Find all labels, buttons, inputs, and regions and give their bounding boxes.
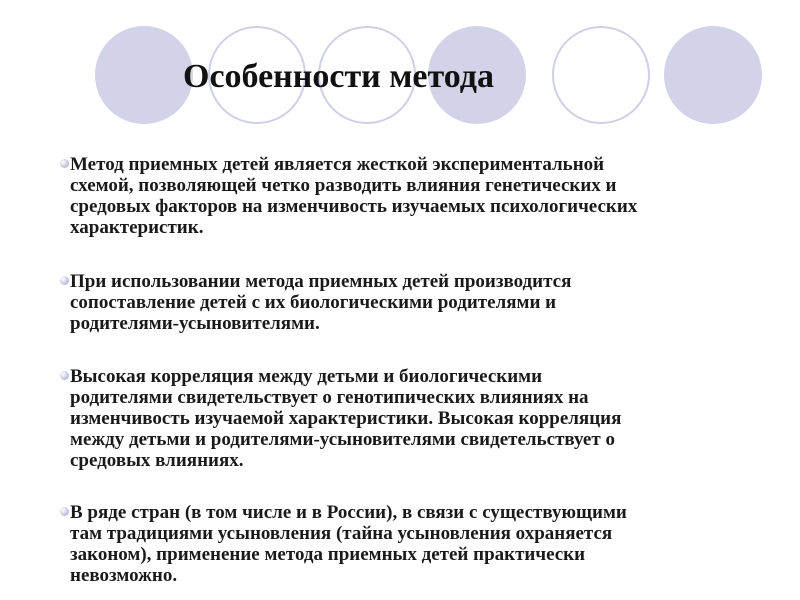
- slide-title: Особенности метода: [183, 58, 494, 95]
- bullet-text: Высокая корреляция между детьми и биологическими родителями свидетельствует о генотипических влияниях на изменчивость изучаемой характеристики. Высокая корреляция между детьми и родителями-усыновителями свидетельствует о средовых влияниях.: [70, 366, 622, 471]
- bullet-dot-icon: [60, 276, 69, 285]
- bullet-item: [70, 154, 770, 238]
- bullet-item: [70, 366, 770, 471]
- bullet-dot-icon: [60, 159, 69, 168]
- bullet-text: В ряде стран (в том числе и в России), в связи с существующими там традициями усыновления (тайна усыновления охраняется законом), применение метода приемных детей практически невозможно.: [70, 502, 627, 586]
- bullet-dot-icon: [60, 507, 69, 516]
- bullet-item: [70, 271, 770, 334]
- bullet-item: [70, 502, 770, 586]
- bullet-text: Метод приемных детей является жесткой экспериментальной схемой, позволяющей четко разводить влияния генетических и средовых факторов на изменчивость изучаемых психологических характеристик.: [70, 154, 638, 238]
- bullet-dot-icon: [60, 371, 69, 380]
- bullet-text: При использовании метода приемных детей производится сопоставление детей с их биологическими родителями и родителями-усыновителями.: [70, 271, 572, 334]
